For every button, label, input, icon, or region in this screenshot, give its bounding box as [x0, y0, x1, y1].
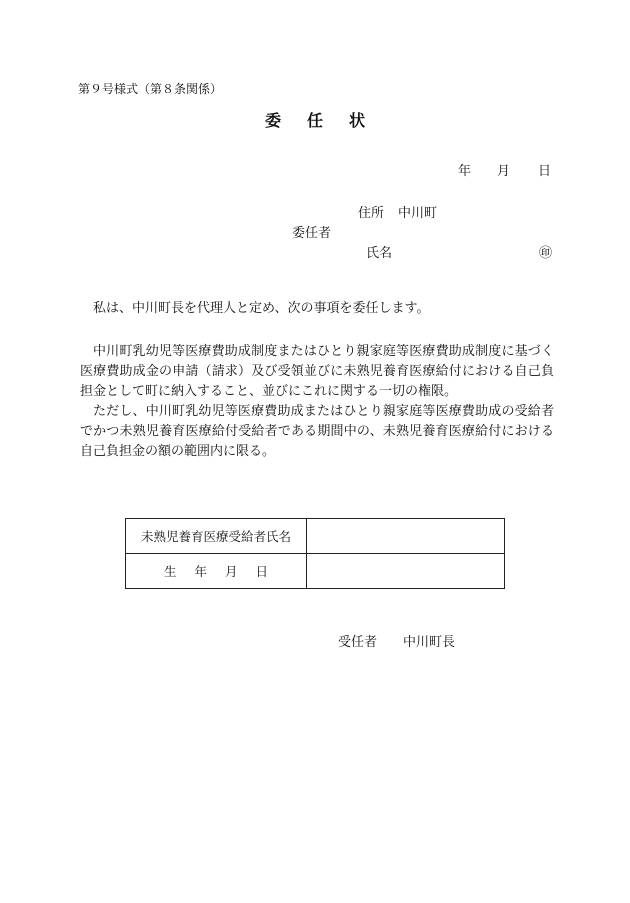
- date-day-label: 日: [538, 164, 552, 179]
- recipient-info-table: [125, 518, 505, 589]
- recipient-name-cell[interactable]: [307, 519, 505, 554]
- date-year-label: 年: [458, 164, 472, 179]
- principal-role-label: 委任者: [292, 226, 332, 241]
- recipient-name-label: 未熟児養育医療受給者氏名: [126, 519, 307, 554]
- intro-paragraph: 私は、中川町長を代理人と定め、次の事項を委任します。: [93, 301, 430, 316]
- birth-date-char: 年: [194, 564, 207, 579]
- attorney-row: [338, 631, 455, 650]
- table-row: [126, 554, 505, 589]
- principal-name-label: 氏名: [366, 246, 393, 261]
- attorney-value: 中川町長: [403, 635, 456, 650]
- address-value: 中川町: [398, 206, 438, 221]
- principal-address-row: [358, 202, 437, 221]
- delegated-matter-paragraph: 中川町乳幼児等医療費助成制度またはひとり親家庭等医療費助成制度に基づく医療費助成金の申請（請求）及び受領並びに未熟児養育医療給付における自己負担金として町に納入すること、並びにこれに関する一切の権限。: [80, 344, 554, 399]
- seal-mark: ㊞: [539, 246, 553, 261]
- attorney-label: 受任者: [338, 635, 378, 650]
- birth-date-cell[interactable]: [307, 554, 505, 589]
- table-row: [126, 519, 505, 554]
- birth-date-char: 月: [225, 564, 238, 579]
- form-number: 第９号様式（第８条関係）: [78, 82, 223, 96]
- date-month-label: 月: [497, 164, 511, 179]
- birth-date-char: 日: [255, 564, 269, 579]
- document-title: 委任状: [264, 111, 391, 130]
- birth-date-char: 生: [163, 564, 177, 579]
- proviso-paragraph: ただし、中川町乳幼児等医療費助成またはひとり親家庭等医療費助成の受給者でかつ未熟児養育医療給付受給者である期間中の、未熟児養育医療給付における自己負担金の額の範囲内に限る。: [80, 404, 554, 459]
- address-label: 住所: [358, 206, 385, 221]
- birth-date-label: [126, 554, 307, 589]
